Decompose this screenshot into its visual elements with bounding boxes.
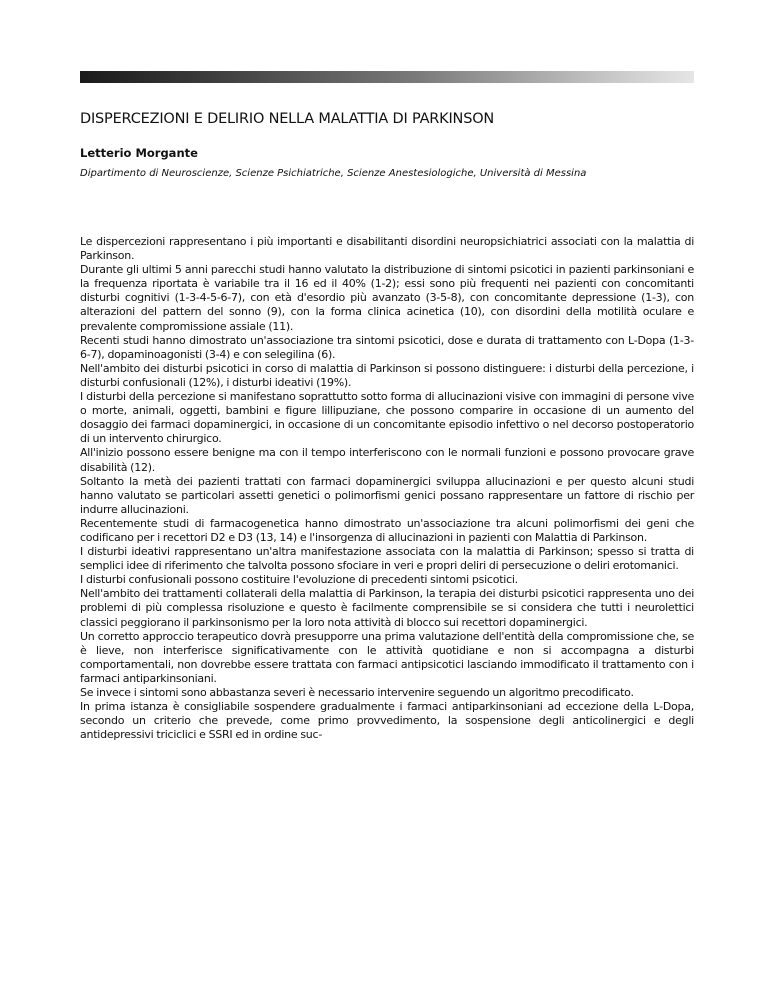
article-body: [80, 235, 694, 742]
paragraph: Recenti studi hanno dimostrato un'associazione tra sintomi psicotici, dose e durata di trattamento con L-Dopa (1-3-6-7), dopaminoagonisti (3-4) e con selegilina (6).: [80, 333, 694, 361]
paragraph: All'inizio possono essere benigne ma con il tempo interferiscono con le normali funzioni e possono provocare grave disabilità (12).: [80, 446, 694, 474]
paragraph: I disturbi confusionali possono costituire l'evoluzione di precedenti sintomi psicotici.: [80, 573, 518, 587]
paragraph: Se invece i sintomi sono abbastanza severi è necessario intervenire seguendo un algoritmo precodificato.: [80, 686, 634, 699]
article-title: DISPERCEZIONI E DELIRIO NELLA MALATTIA DI PARKINSON: [80, 111, 495, 127]
paragraph: Nell'ambito dei trattamenti collaterali della malattia di Parkinson, la terapia dei disturbi psicotici rappresenta uno dei problemi di più complessa risoluzione e questo è facilmente comprensibile se si considera che tutti i neurolettici classici peggiorano il parkinsonismo per la loro nota attività di blocco sui recettori dopaminergici.: [80, 587, 694, 629]
author-affiliation: Dipartimento di Neuroscienze, Scienze Psichiatriche, Scienze Anestesiologiche, Università di Messina: [80, 168, 587, 179]
paragraph: Un corretto approccio terapeutico dovrà presupporre una prima valutazione dell'entità della compromissione che, se è lieve, non interferisce significativamente con le attività quotidiane e non si accompagna a disturbi comportamentali, non dovrebbe essere trattata con farmaci antipsicotici lasciando immodificato il trattamento con i farmaci antiparkinsoniani.: [80, 629, 694, 685]
paragraph: Le dispercezioni rappresentano i più importanti e disabilitanti disordini neuropsichiatrici associati con la malattia di Parkinson.: [80, 235, 694, 263]
author-name: Letterio Morgante: [80, 146, 198, 160]
paragraph: Durante gli ultimi 5 anni parecchi studi hanno valutato la distribuzione di sintomi psicotici in pazienti parkinsoniani e la frequenza riportata è variabile tra il 16 ed il 40% (1-2); essi sono più frequenti nei pazienti con concomitanti disturbi cognitivi (1-3-4-5-6-7), con età d'esordio più avanzato (3-5-8), con concomitante depressione (1-3), con alterazioni del pattern del sonno (9), con la forma clinica acinetica (10), con disordini della motilità oculare e prevalente compromissione assiale (11).: [80, 263, 694, 333]
paragraph: In prima istanza è consigliabile sospendere gradualmente i farmaci antiparkinsoniani ad eccezione della L-Dopa, secondo un criterio che prevede, come primo provvedimento, la sospensione degli anticolinergici e degli antidepressivi triciclici e SSRI ed in ordine suc-: [80, 700, 694, 742]
paragraph: I disturbi della percezione si manifestano soprattutto sotto forma di allucinazioni visive con immagini di persone vive o morte, animali, oggetti, bambini e figure lillipuziane, che possono comparire in occasione di un aumento del dosaggio dei farmaci dopaminergici, in occasione di un concomitante episodio infettivo o nel decorso postoperatorio di un intervento chirurgico.: [80, 390, 694, 446]
paragraph: I disturbi ideativi rappresentano un'altra manifestazione associata con la malattia di Parkinson; spesso si tratta di semplici idee di riferimento che talvolta possono sfociare in veri e propri deliri di persecuzione o deliri erotomanici.: [80, 545, 694, 573]
header-gradient-bar: [80, 71, 694, 83]
paragraph: Soltanto la metà dei pazienti trattati con farmaci dopaminergici sviluppa allucinazioni e per questo alcuni studi hanno valutato se particolari assetti genetici o polimorfismi genici possano rappresentare un fattore di rischio per indurre allucinazioni.: [80, 474, 694, 516]
paragraph: Nell'ambito dei disturbi psicotici in corso di malattia di Parkinson si possono distinguere: i disturbi della percezione, i disturbi confusionali (12%), i disturbi ideativi (19%).: [80, 361, 694, 389]
paragraph: Recentemente studi di farmacogenetica hanno dimostrato un'associazione tra alcuni polimorfismi dei geni che codificano per i recettori D2 e D3 (13, 14) e l'insorgenza di allucinazioni in pazienti con Malattia di Parkinson.: [80, 516, 694, 544]
